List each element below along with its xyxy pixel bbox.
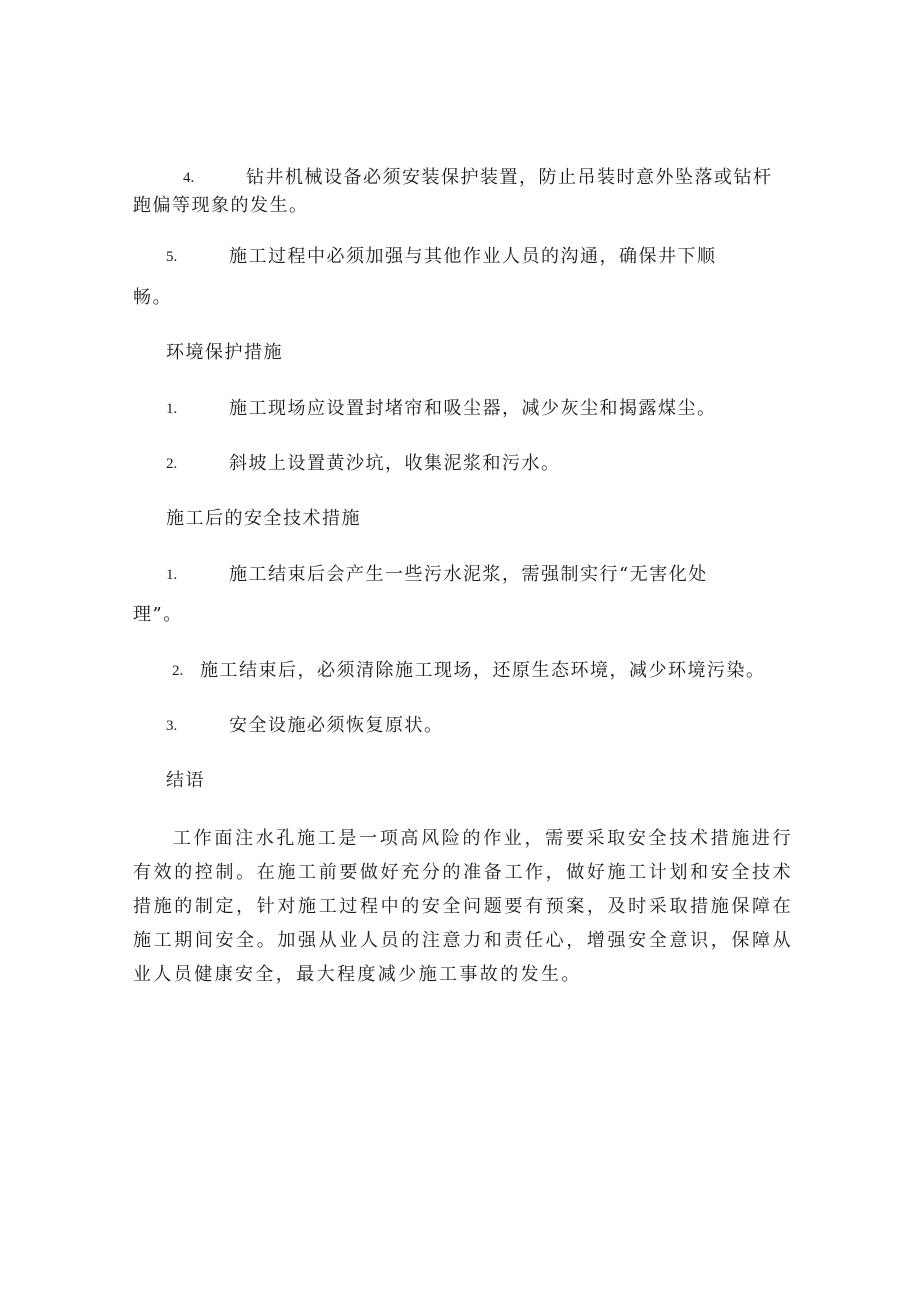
post-item-2-text: 施工结束后，必须清除施工现场，还原生态环境，减少环境污染。 [200, 660, 766, 681]
item-4-text-line-2: 跑偏等现象的发生。 [133, 195, 309, 216]
env-item-2-text: 斜坡上设置黄沙坑，收集泥浆和污水。 [229, 453, 561, 474]
item-5-text-line-1: 施工过程中必须加强与其他作业人员的沟通，确保井下顺 [229, 246, 717, 267]
post-item-3-text: 安全设施必须恢复原状。 [229, 715, 444, 736]
post-item-1-text-line-1: 施工结束后会产生一些污水泥浆，需强制实行“无害化处 [229, 564, 708, 585]
post-heading: 施工后的安全技术措施 [166, 508, 361, 529]
item-5-text-line-2: 畅。 [133, 287, 172, 308]
env-heading: 环境保护措施 [166, 342, 283, 363]
post-item-1-number: 1. [166, 567, 178, 583]
conclusion-paragraph: 工作面注水孔施工是一项高风险的作业，需要采取安全技术措施进行有效的控制。在施工前要做好充分的准备工作，做好施工计划和安全技术措施的制定，针对施工过程中的安全问题要有预案，及时采取措施保障在施工期间安全。加强从业人员的注意力和责任心，增强安全意识，保障从业人员健康安全，最大程度减少施工事故的发生。 [133, 828, 793, 985]
post-item-2-number: 2. [172, 663, 184, 679]
item-4-text-line-1: 钻井机械设备必须安装保护装置，防止吊装时意外坠落或钻杆 [246, 167, 773, 188]
item-4-number: 4. [183, 170, 195, 186]
env-item-2-number: 2. [166, 456, 178, 472]
env-item-1-number: 1. [166, 401, 178, 417]
conclusion-heading: 结语 [166, 770, 205, 791]
post-item-1-text-line-2: 理”。 [133, 604, 183, 625]
item-5-number: 5. [166, 249, 178, 265]
post-item-3-number: 3. [166, 718, 178, 734]
env-item-1-text: 施工现场应设置封堵帘和吸尘器，减少灰尘和揭露煤尘。 [229, 398, 717, 419]
